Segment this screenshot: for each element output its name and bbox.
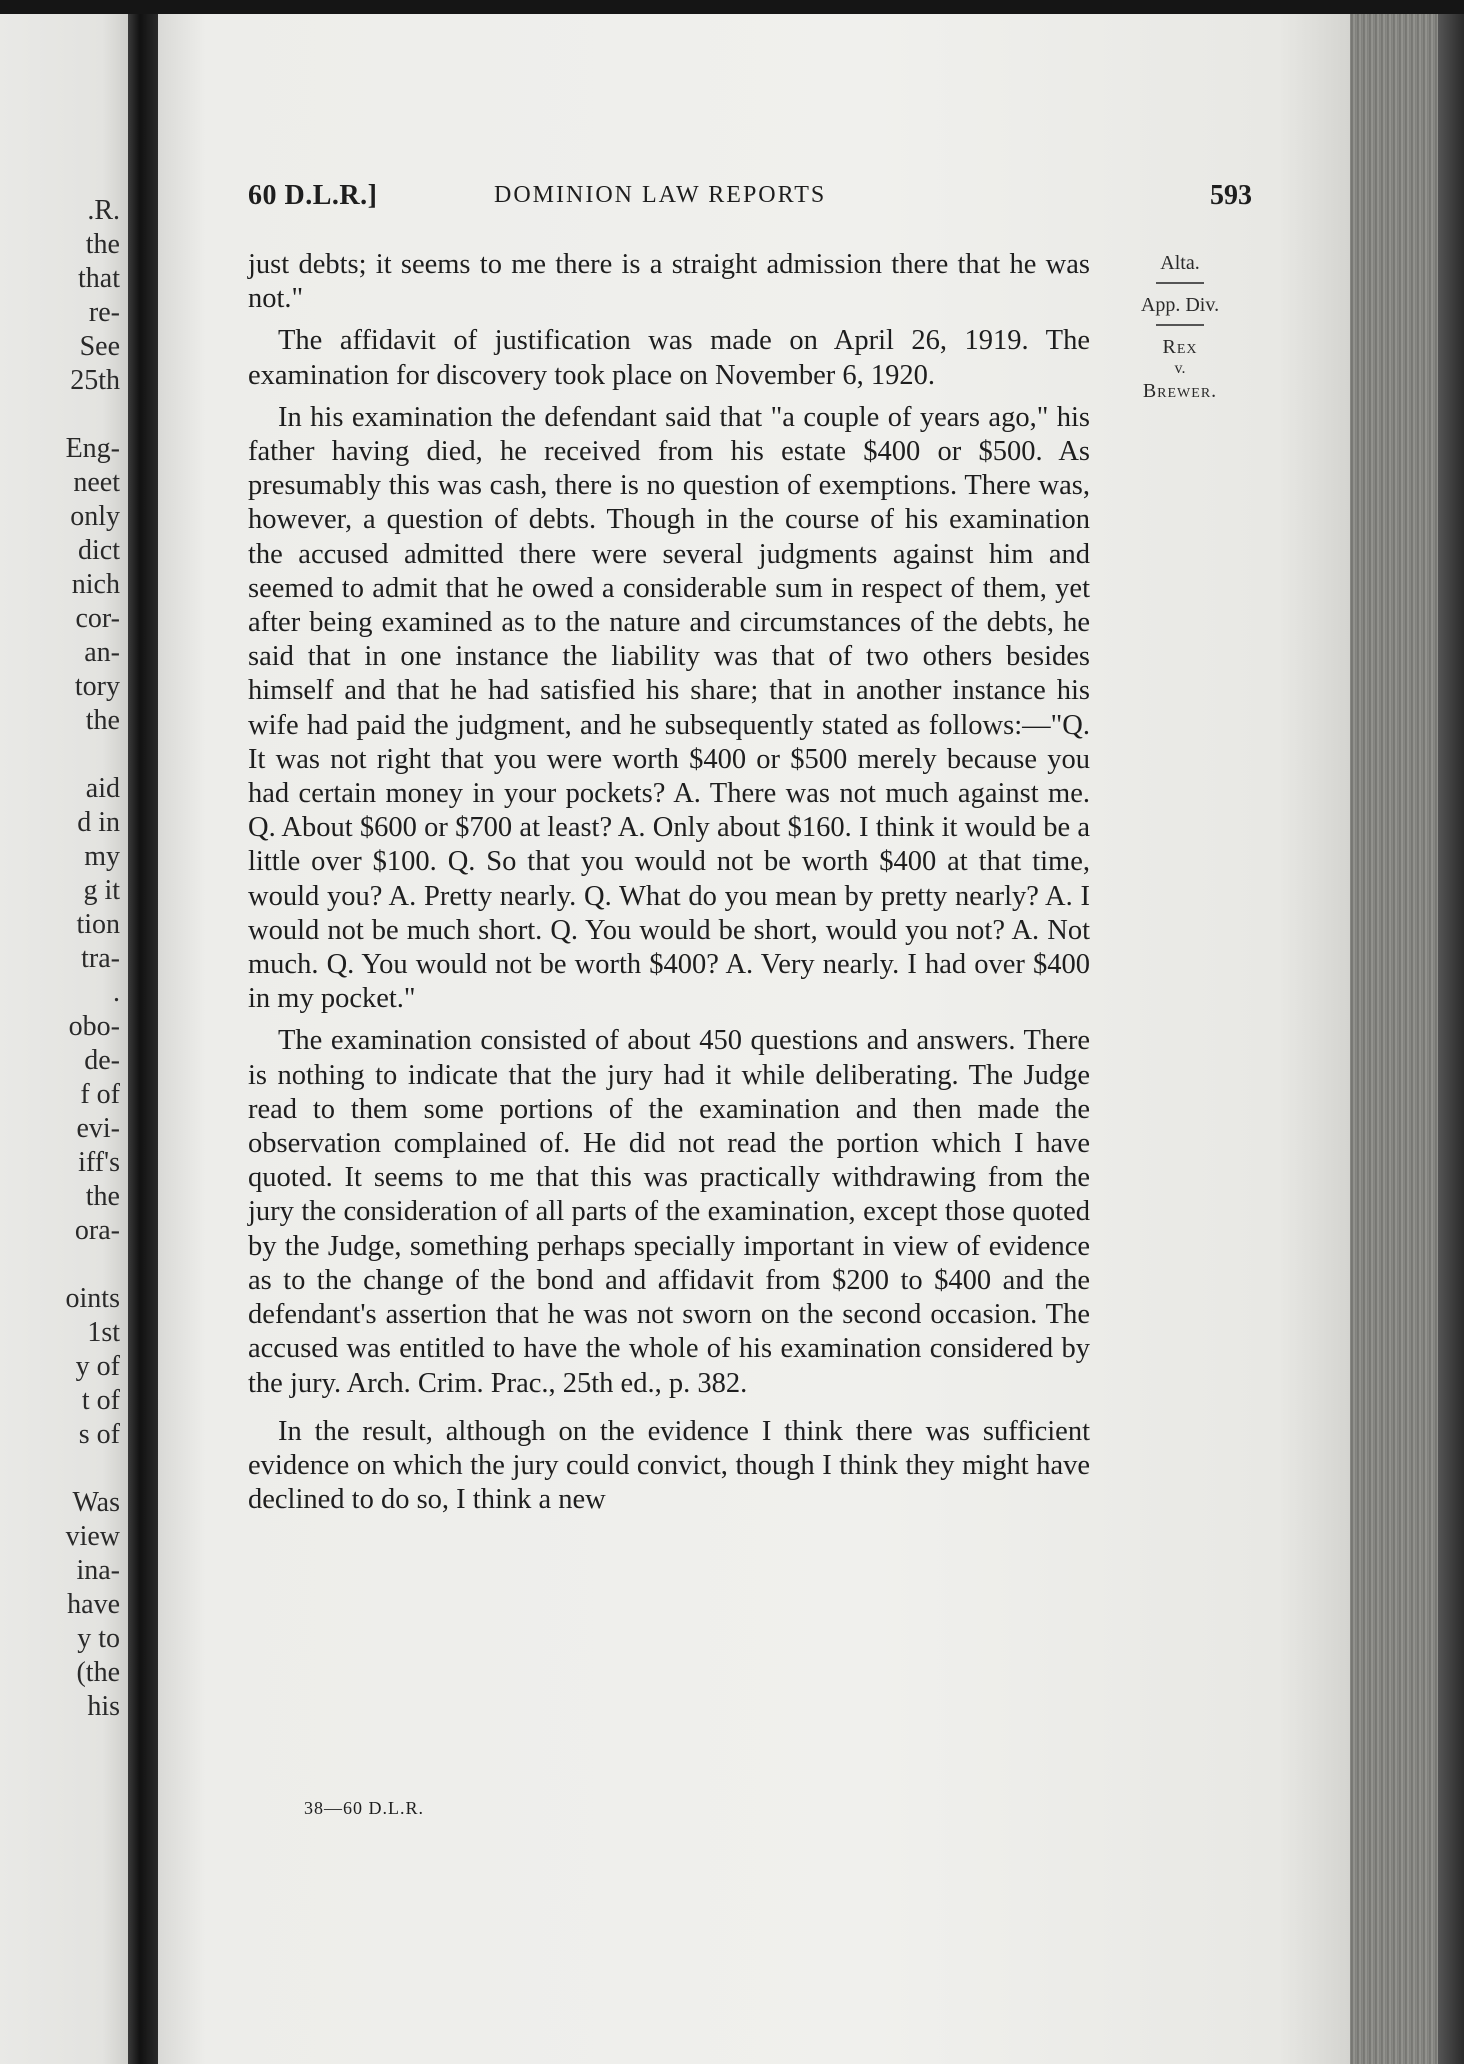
paragraph: just debts; it seems to me there is a straight admission there that he was not."	[248, 249, 1090, 315]
facing-page-text-fragment: an-	[84, 637, 120, 668]
facing-page-text-fragment: tory	[74, 671, 120, 702]
facing-page-text-fragment: ora-	[74, 1215, 120, 1246]
book-gutter	[128, 14, 158, 2064]
facing-page-text-fragment: the	[85, 229, 120, 260]
facing-page-text-fragment: Eng-	[65, 433, 120, 464]
facing-page-text-fragment: y of	[75, 1351, 120, 1382]
margin-note-court: App. Div.	[1140, 294, 1220, 316]
facing-page-text-fragment: 25th	[70, 365, 120, 396]
facing-page-text-fragment: .R.	[87, 195, 120, 226]
facing-page-text-fragment: aid	[85, 773, 120, 804]
paragraph: The examination consisted of about 450 questions and answers. There is nothing to indicate that the jury had it while deliberating. The Judge read to them some portions of the examination and then made the observation complained of. He did not read the portion which I have quoted. It seems to me that this was practically withdrawing from the jury the consideration of all parts of the examination, except those quoted by the Judge, something perhaps specially important in view of evidence as to the change of the bond and affidavit from $200 to $400 and the defendant's assertion that he was not sworn on the second occasion. The accused was entitled to have the whole of his examination considered by the jury. Arch. Crim. Prac., 25th ed., p. 382.	[248, 1025, 1090, 1399]
facing-page-text-fragment: my	[84, 841, 120, 872]
facing-page-text-fragment: tion	[76, 909, 120, 940]
facing-page-text-fragment: that	[78, 263, 120, 294]
facing-page-text-fragment: s of	[78, 1419, 120, 1450]
margin-note-versus: v.	[1174, 360, 1186, 377]
facing-page-text-fragment: dict	[78, 535, 120, 566]
page-block-edge	[1350, 14, 1464, 2064]
scan-top-edge	[0, 0, 1464, 14]
facing-page-edge	[0, 14, 128, 2064]
running-head	[248, 180, 1252, 220]
facing-page-text-fragment: obo-	[68, 1011, 120, 1042]
margin-note-case-name: Brewer.	[1142, 380, 1218, 402]
facing-page-text-fragment: nich	[71, 569, 120, 600]
margin-note-case-name: Rex	[1162, 336, 1198, 358]
facing-page-text-fragment: neet	[73, 467, 120, 498]
paragraph: The affidavit of justification was made on April 26, 1919. The examination for discovery took place on November 6, 1920.	[248, 325, 1090, 391]
facing-page-text-fragment: d in	[77, 807, 120, 838]
facing-page-text-fragment: oints	[65, 1283, 120, 1314]
facing-page-text-fragment: Was	[72, 1487, 120, 1518]
facing-page-text-fragment: (the	[76, 1657, 120, 1688]
facing-page-text-fragment: de-	[84, 1045, 120, 1076]
facing-page-text-fragment: his	[87, 1691, 120, 1722]
facing-page-text-fragment: y to	[77, 1623, 120, 1654]
facing-page-text-fragment: 1st	[87, 1317, 120, 1348]
facing-page-text-fragment: the	[85, 1181, 120, 1212]
margin-note	[1110, 250, 1250, 404]
facing-page-text-fragment: the	[85, 705, 120, 736]
facing-page-text-fragment: g it	[83, 875, 120, 906]
facing-page-text-fragment: iff's	[78, 1147, 120, 1178]
facing-page-text-fragment: cor-	[75, 603, 120, 634]
facing-page-text-fragment: f of	[80, 1079, 120, 1110]
facing-page-text-fragment: view	[65, 1521, 120, 1552]
facing-page-text-fragment: See	[79, 331, 120, 362]
facing-page-text-fragment: .	[113, 977, 120, 1008]
facing-page-text-fragment: tra-	[81, 943, 120, 974]
body-text	[248, 248, 1090, 1525]
facing-page-text-fragment: only	[70, 501, 120, 532]
paragraph: In his examination the defendant said that "a couple of years ago," his father having died, he received from his estate $400 or $500. As presumably this was cash, there is no question of exemptions. There was, however, a question of debts. Though in the course of his examination the accused admitted there were several judgments against him and seemed to admit that he owed a considerable sum in respect of them, yet after being examined as to the nature and circumstances of the debts, he said that in one instance the liability was that of two others besides himself and that he had satisfied his share; that in another instance his wife had paid the judgment, and he subsequently stated as follows:—"Q. It was not right that you were worth $400 or $500 merely because you had certain money in your pockets? A. There was not much against me. Q. About $600 or $700 at least? A. Only about $160. I think it would be a little over $100. Q. So that you would not be worth $400 at that time, would you? A. Pretty nearly. Q. What do you mean by pretty nearly? A. I would not be much short. Q. You would be short, would you not? A. Not much. Q. You would not be worth $400? A. Very nearly. I had over $400 in my pocket."	[248, 401, 1090, 1015]
facing-page-text-fragment: t of	[81, 1385, 120, 1416]
paragraph: In the result, although on the evidence I think there was sufficient evidence on which the jury could convict, though I think they might have declined to do so, I think a new	[248, 1415, 1090, 1516]
facing-page-text-fragment: have	[67, 1589, 120, 1620]
margin-note-rule	[1156, 324, 1204, 326]
facing-page-text-fragment: evi-	[76, 1113, 120, 1144]
volume-reference: 60 D.L.R.]	[248, 180, 378, 211]
page-number: 593	[1210, 180, 1252, 211]
facing-page-text-fragment: re-	[88, 297, 120, 328]
margin-note-rule	[1156, 282, 1204, 284]
facing-page-text-fragment: ina-	[76, 1555, 120, 1586]
signature-mark: 38—60 D.L.R.	[304, 1798, 424, 1818]
margin-note-province: Alta.	[1160, 252, 1200, 274]
reporter-title: DOMINION LAW REPORTS	[494, 182, 827, 208]
